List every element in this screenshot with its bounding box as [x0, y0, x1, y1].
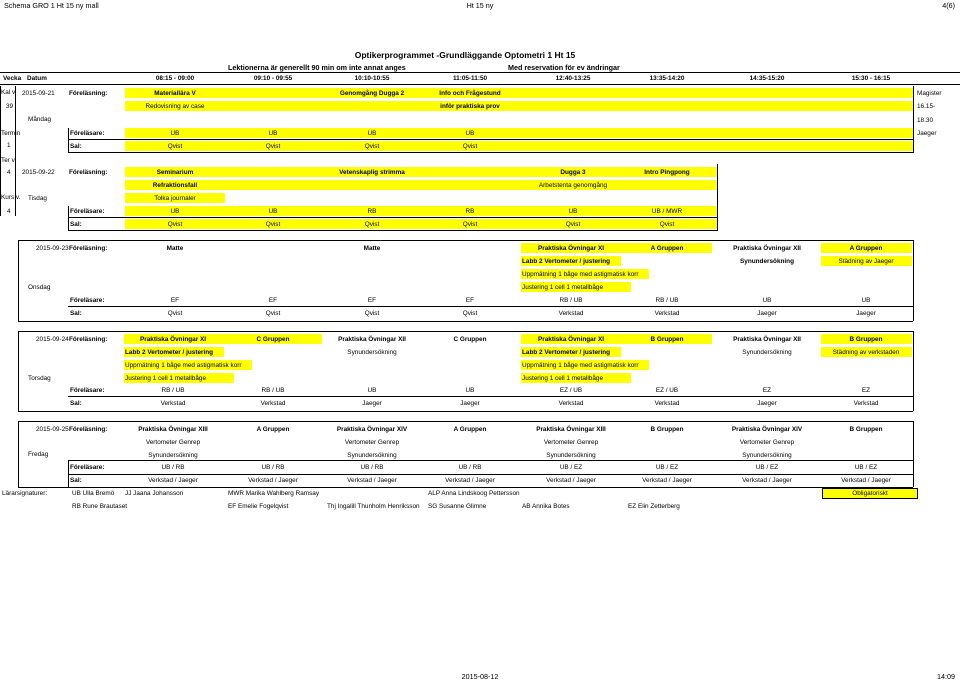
- room-cell: Qvist: [462, 221, 478, 228]
- ter-number: 4: [7, 169, 11, 176]
- room-cell: Qvist: [265, 221, 281, 228]
- label-forelasning: Föreläsning:: [69, 169, 108, 176]
- lecture-title: Praktiska Övningar XI: [537, 336, 605, 343]
- lecture-title: B Gruppen: [849, 336, 883, 343]
- room-cell: Verkstad: [654, 400, 680, 407]
- termin-number: 1: [7, 142, 11, 149]
- lecturer-cell: EF: [170, 297, 180, 304]
- lecture-detail: Vertometer Genrep: [145, 439, 201, 446]
- lecture-detail: Uppmätning 1 båge med astigmatisk korr: [125, 362, 242, 369]
- lecture-title: Dugga 3: [560, 169, 586, 176]
- room-cell: Verkstad / Jaeger: [347, 477, 397, 484]
- room-cell: Qvist: [167, 143, 183, 150]
- lecturer-cell: UB / EZ: [755, 464, 779, 471]
- lecture-title: Intro Pingpong: [644, 169, 690, 176]
- lecturer-cell: UB: [170, 130, 180, 137]
- side-note: 16.15-: [917, 103, 936, 110]
- lecture-detail: Synundersökning: [347, 349, 397, 356]
- room-cell: Qvist: [364, 221, 380, 228]
- weekday: Tisdag: [28, 195, 47, 202]
- lecture-detail: Arbetstenta genomgång: [538, 182, 608, 189]
- lecture-detail: Synundersökning: [740, 258, 794, 265]
- lecture-detail: Vertometer Genrep: [344, 439, 400, 446]
- header-slot-4: 11:05-11:50: [452, 75, 488, 82]
- label-forelasare: Föreläsare:: [70, 208, 105, 215]
- weekday: Måndag: [28, 116, 52, 123]
- room-cell: Jaeger: [757, 310, 777, 317]
- page-number: 4(6): [942, 1, 955, 10]
- lecturer-cell: UB / RB: [360, 464, 384, 471]
- date: 2015-09-25: [36, 426, 69, 433]
- header-vecka: Vecka: [3, 75, 22, 82]
- lecture-title: A Gruppen: [650, 245, 684, 252]
- label-forelasare: Föreläsare:: [70, 130, 105, 137]
- lecturer-cell: EZ / UB: [655, 387, 679, 394]
- room-cell: Verkstad / Jaeger: [148, 477, 198, 484]
- lecturer-cell: UB / EZ: [655, 464, 679, 471]
- lecture-title: A Gruppen: [256, 426, 290, 433]
- lecturer-cell: UB: [367, 387, 377, 394]
- date: 2015-09-24: [36, 336, 69, 343]
- lecture-detail: Vertometer Genrep: [739, 439, 795, 446]
- room-cell: Qvist: [659, 221, 675, 228]
- room-cell: Verkstad: [558, 400, 584, 407]
- lecturer-cell: EZ: [861, 387, 871, 394]
- lecturer-cell: UB / MWR: [651, 208, 683, 215]
- week-number: 39: [6, 103, 14, 110]
- room-cell: Qvist: [265, 310, 281, 317]
- lecture-title: Matte: [363, 245, 381, 252]
- label-sal: Sal:: [70, 310, 82, 317]
- room-cell: Qvist: [565, 221, 581, 228]
- header-slot-8: 15:30 - 16:15: [851, 75, 891, 82]
- room-cell: Qvist: [364, 143, 380, 150]
- lecture-detail: Labb 2 Vertometer / justering: [522, 258, 611, 265]
- lecture-detail: Redovisning av case: [145, 103, 205, 110]
- lecture-detail: Synundersökning: [546, 452, 596, 459]
- signature-item: JJ Jaana Johansson: [125, 490, 184, 497]
- signature-item: ALP Anna Lindskoog Pettersson: [428, 490, 520, 497]
- date: 2015-09-22: [22, 169, 55, 176]
- lecturer-cell: RB: [367, 208, 377, 215]
- label-forelasare: Föreläsare:: [70, 464, 105, 471]
- lecturer-cell: RB / UB: [655, 297, 679, 304]
- label-forelasare: Föreläsare:: [70, 297, 105, 304]
- lecture-title: Praktiska Övningar XIII: [536, 426, 606, 433]
- label-sal: Sal:: [70, 400, 82, 407]
- signatures-label: Lärarsignaturer:: [2, 490, 48, 497]
- lecturer-cell: UB: [367, 130, 377, 137]
- label-forelasning: Föreläsning:: [69, 426, 108, 433]
- lecture-title: Praktiska Övningar XIV: [731, 426, 803, 433]
- lecture-title: B Gruppen: [650, 426, 684, 433]
- lecturer-cell: UB: [762, 297, 772, 304]
- lecture-title: A Gruppen: [849, 245, 883, 252]
- lecturer-cell: EF: [367, 297, 377, 304]
- lecture-title: Seminarium: [156, 169, 194, 176]
- label-forelasare: Föreläsare:: [70, 387, 105, 394]
- side-note: 18.30: [917, 117, 933, 124]
- label-forelasning: Föreläsning:: [69, 336, 108, 343]
- weekday: Fredag: [28, 451, 49, 458]
- lecture-title: Praktiska Övningar XIV: [336, 426, 408, 433]
- room-cell: Verkstad: [260, 400, 286, 407]
- lecture-title: B Gruppen: [849, 426, 883, 433]
- weekday: Onsdag: [28, 284, 51, 291]
- room-cell: Verkstad / Jaeger: [742, 477, 792, 484]
- lesson-note: Lektionerna är generellt 90 min om inte annat anges: [228, 63, 406, 72]
- header-slot-1: 08:15 - 09:00: [155, 75, 195, 82]
- lecture-detail: Justering 1 cell 1 metallbåge: [125, 375, 206, 382]
- room-cell: Verkstad: [160, 400, 186, 407]
- lecture-title: Praktiska Övningar XI: [537, 245, 605, 252]
- header-slot-2: 09:10 - 09:55: [253, 75, 293, 82]
- lecturer-cell: UB: [861, 297, 871, 304]
- weekday: Torsdag: [28, 375, 51, 382]
- footer-time: 14:09: [937, 672, 955, 681]
- side-note: Magister: [917, 90, 942, 97]
- footer-date: 2015-08-12: [461, 672, 499, 681]
- lecture-detail: Justering 1 cell 1 metallbåge: [522, 375, 603, 382]
- lecture-title: Praktiska Övningar XI: [139, 336, 207, 343]
- lecturer-cell: UB / EZ: [854, 464, 878, 471]
- date: 2015-09-21: [22, 90, 55, 97]
- header-slot-7: 14:35-15:20: [749, 75, 785, 82]
- lecture-title: Praktiska Övningar XII: [733, 245, 801, 252]
- termin-label: Termin: [1, 130, 21, 137]
- header-slot-6: 13:35-14:20: [649, 75, 685, 82]
- lecture-title: C Gruppen: [453, 336, 487, 343]
- room-cell: Qvist: [364, 310, 380, 317]
- signature-item: RB Rune Brautaset: [72, 503, 128, 510]
- room-cell: Jaeger: [362, 400, 382, 407]
- lecture-detail: Uppmätning 1 båge med astigmatisk korr: [522, 362, 639, 369]
- label-sal: Sal:: [70, 143, 82, 150]
- document-title: Optikerprogrammet -Grundläggande Optometri 1 Ht 15: [354, 50, 576, 60]
- lecture-title: Genomgång Dugga 2: [339, 90, 405, 97]
- label-forelasning: Föreläsning:: [69, 245, 108, 252]
- lecture-title: Praktiska Övningar XII: [733, 336, 801, 343]
- room-cell: Verkstad: [853, 400, 879, 407]
- lecture-detail: Labb 2 Vertometer / justering: [125, 349, 214, 356]
- lecturer-cell: RB / UB: [161, 387, 185, 394]
- signature-item: AB Annika Botes: [522, 503, 570, 510]
- room-cell: Verkstad / Jaeger: [445, 477, 495, 484]
- lecturer-cell: UB: [465, 130, 475, 137]
- lecturer-cell: UB / RB: [458, 464, 482, 471]
- page-header-left: Schema GRO 1 Ht 15 ny mall: [4, 1, 99, 10]
- room-cell: Jaeger: [757, 400, 777, 407]
- signature-item: EF Emelie Fogelqvist: [228, 503, 289, 510]
- signature-item: MWR Marika Wahlberg Ramsay: [228, 490, 320, 497]
- lecturer-cell: RB / UB: [559, 297, 583, 304]
- lecture-detail: Städning av verkstaden: [832, 349, 900, 356]
- lecture-title: B Gruppen: [650, 336, 684, 343]
- lecture-detail: Synundersökning: [347, 452, 397, 459]
- header-slot-5: 12:40-13:25: [555, 75, 591, 82]
- ter-label: Ter v.: [1, 157, 17, 164]
- room-cell: Qvist: [167, 221, 183, 228]
- lecturer-cell: UB: [268, 130, 278, 137]
- lecture-title: Materiallära V: [154, 90, 196, 97]
- lecturer-cell: EZ: [762, 387, 772, 394]
- lecture-detail: Uppmätning 1 båge med astigmatisk korr: [522, 271, 639, 278]
- lecturer-cell: EF: [465, 297, 475, 304]
- lecturer-cell: RB: [465, 208, 475, 215]
- room-cell: Qvist: [167, 310, 183, 317]
- room-cell: Verkstad: [558, 310, 584, 317]
- room-cell: Qvist: [462, 143, 478, 150]
- lecturer-cell: RB / UB: [261, 387, 285, 394]
- lecture-detail: Städning av Jaeger: [838, 258, 894, 265]
- lecture-detail: Labb 2 Vertometer / justering: [522, 349, 611, 356]
- reservation-note: Med reservation för ev ändringar: [508, 63, 620, 72]
- mandatory-badge: Obligatoriskt: [852, 490, 888, 497]
- signature-item: SG Susanne Glimne: [428, 503, 487, 510]
- lecturer-cell: EZ / UB: [559, 387, 583, 394]
- lecture-title: Matte: [166, 245, 184, 252]
- lecture-title: Vetenskaplig strimma: [339, 169, 405, 176]
- room-cell: Verkstad / Jaeger: [248, 477, 298, 484]
- lecturer-cell: UB: [268, 208, 278, 215]
- lecture-detail: Refraktionsfall: [152, 182, 198, 189]
- lecture-title: Info och Frågestund: [439, 90, 501, 97]
- label-sal: Sal:: [70, 477, 82, 484]
- room-cell: Qvist: [462, 310, 478, 317]
- room-cell: Jaeger: [460, 400, 480, 407]
- lecturer-cell: EF: [268, 297, 278, 304]
- lecture-title: Praktiska Övningar XII: [338, 336, 406, 343]
- lecture-detail: inför praktiska prov: [440, 103, 500, 110]
- lecture-detail: Synundersökning: [742, 452, 792, 459]
- lecturer-cell: UB / RB: [161, 464, 185, 471]
- side-note: Jaeger: [917, 130, 937, 137]
- date: 2015-09-23: [36, 245, 69, 252]
- kurs-number: 4: [7, 208, 11, 215]
- room-cell: Qvist: [265, 143, 281, 150]
- lecture-title: Praktiska Övningar XIII: [138, 426, 208, 433]
- lecture-detail: Synundersökning: [742, 349, 792, 356]
- label-forelasning: Föreläsning:: [69, 90, 108, 97]
- lecture-title: A Gruppen: [453, 426, 487, 433]
- room-cell: Verkstad: [654, 310, 680, 317]
- room-cell: Verkstad / Jaeger: [546, 477, 596, 484]
- lecture-detail: Vertometer Genrep: [543, 439, 599, 446]
- lecturer-cell: UB: [568, 208, 578, 215]
- lecturer-cell: UB / EZ: [559, 464, 583, 471]
- page-header-center: Ht 15 ny: [466, 1, 494, 10]
- lecturer-cell: UB: [170, 208, 180, 215]
- lecture-detail: Tolka journaler: [154, 195, 196, 202]
- lecture-detail: Justering 1 cell 1 metallbåge: [522, 284, 603, 291]
- label-sal: Sal:: [70, 221, 82, 228]
- signature-item: EZ Elin Zetterberg: [628, 503, 680, 510]
- header-datum: Datum: [27, 75, 47, 82]
- signature-item: UB Ulla Bremö: [72, 490, 115, 497]
- header-slot-3: 10:10-10:55: [354, 75, 390, 82]
- kurs-label: Kurs v.: [1, 194, 21, 201]
- room-cell: Verkstad / Jaeger: [841, 477, 891, 484]
- lecture-detail: Synundersökning: [148, 452, 198, 459]
- lecturer-cell: UB: [465, 387, 475, 394]
- room-cell: Jaeger: [856, 310, 876, 317]
- lecture-title: C Gruppen: [256, 336, 290, 343]
- signature-item: Thj Ingalill Thunholm Henriksson: [327, 503, 420, 510]
- lecturer-cell: UB / RB: [261, 464, 285, 471]
- room-cell: Verkstad / Jaeger: [642, 477, 692, 484]
- kal-label: Kal v.: [1, 89, 17, 96]
